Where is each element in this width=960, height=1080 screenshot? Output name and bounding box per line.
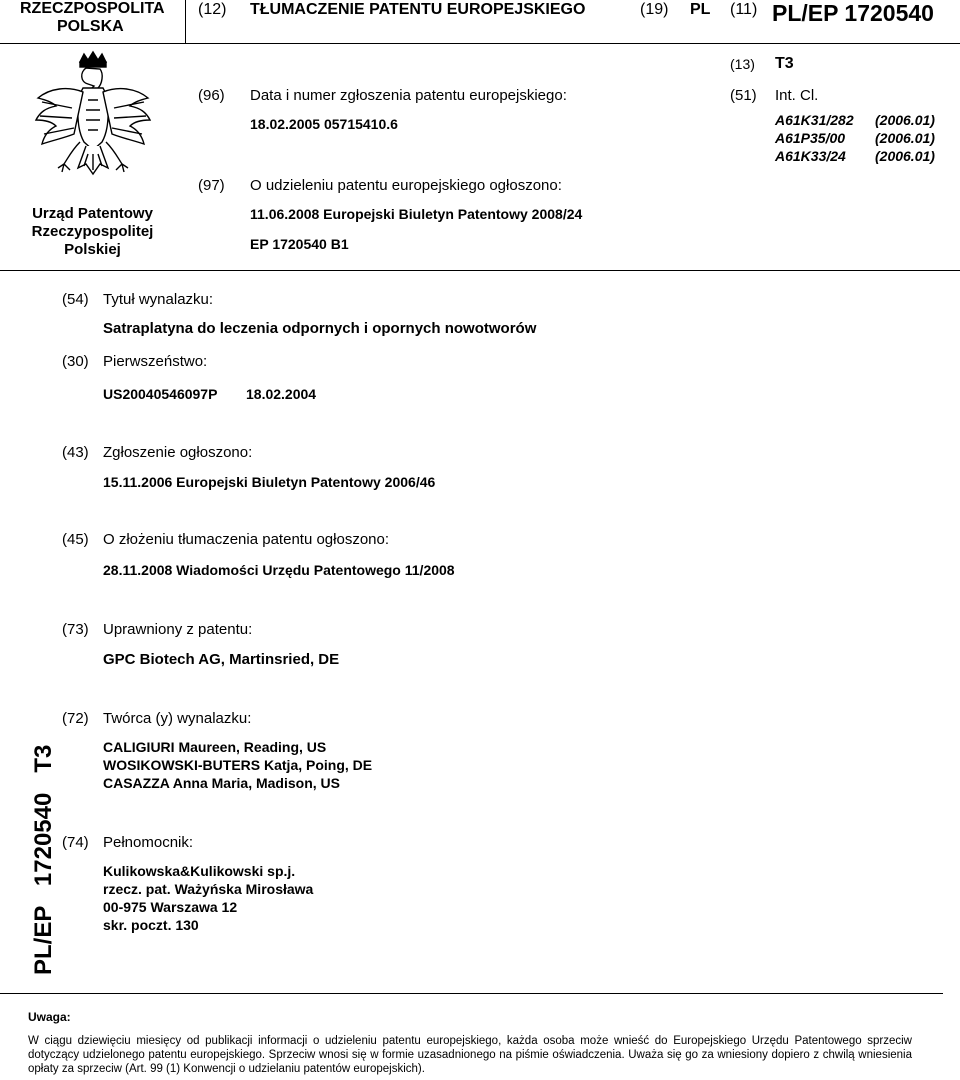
- code-54: (54): [62, 291, 89, 308]
- header-divider-v: [185, 0, 186, 43]
- code-51: (51): [730, 87, 757, 104]
- attorney-line-3: 00-975 Warszawa 12: [103, 899, 238, 915]
- invention-title: Satraplatyna do leczenia odpornych i opornych nowotworów: [103, 320, 537, 337]
- notice-text: W ciągu dziewięciu miesięcy od publikacji informacji o udzieleniu patentu europejskiego, każda osoba może wnieść do Europejskiego Urzędu Patentowego sprzeciw dotyczący udzielonego patentu europejskiego. Sprzeciw wnosi się w formie uzasadnionego na piśmie oświadczenia. Uważa się go za wniesiony dopiero z chwilą wniesienia opłaty za sprzeciw (Art. 99 (1) Konwencji o udzielaniu patentów europejskich).: [28, 1035, 912, 1075]
- attorney-line-4: skr. poczt. 130: [103, 917, 199, 933]
- field-51-label: Int. Cl.: [775, 87, 819, 104]
- field-97-label: O udzieleniu patentu europejskiego ogłoszono:: [250, 177, 562, 194]
- eagle-emblem-icon: [28, 50, 158, 190]
- code-12: (12): [198, 1, 227, 18]
- priority-date: 18.02.2004: [246, 386, 317, 402]
- field-72-label: Twórca (y) wynalazku:: [103, 710, 252, 727]
- field-43-label: Zgłoszenie ogłoszono:: [103, 444, 253, 461]
- inventor-2: WOSIKOWSKI-BUTERS Katja, Poing, DE: [103, 757, 373, 773]
- field-96-value: 18.02.2005 05715410.6: [250, 116, 398, 132]
- country-name-2: POLSKA: [57, 18, 124, 35]
- office-name-line2: Rzeczypospolitej: [31, 223, 154, 240]
- field-45-label: O złożeniu tłumaczenia patentu ogłoszono:: [103, 531, 390, 548]
- field-97-ep: EP 1720540 B1: [250, 236, 349, 252]
- ipc-class-1: A61K31/282: [775, 112, 854, 128]
- code-73: (73): [62, 621, 89, 638]
- country-code: PL: [690, 1, 711, 18]
- inventor-1: CALIGIURI Maureen, Reading, US: [103, 739, 327, 755]
- field-30-label: Pierwszeństwo:: [103, 353, 208, 370]
- field-73-label: Uprawniony z patentu:: [103, 621, 253, 638]
- code-96: (96): [198, 87, 225, 104]
- code-97: (97): [198, 177, 225, 194]
- notice-title: Uwaga:: [28, 1010, 71, 1024]
- kind-code: T3: [775, 55, 794, 72]
- code-11: (11): [730, 1, 758, 18]
- ipc-class-3: A61K33/24: [775, 148, 846, 164]
- office-name-line1: Urząd Patentowy: [32, 205, 153, 222]
- ipc-version-2: (2006.01): [875, 130, 935, 146]
- document-type: TŁUMACZENIE PATENTU EUROPEJSKIEGO: [250, 1, 586, 18]
- attorney-line-1: Kulikowska&Kulikowski sp.j.: [103, 863, 296, 879]
- field-45-value: 28.11.2008 Wiadomości Urzędu Patentowego 11/2008: [103, 562, 455, 578]
- field-97-value: 11.06.2008 Europejski Biuletyn Patentowy 2008/24: [250, 206, 583, 222]
- field-74-label: Pełnomocnik:: [103, 834, 194, 851]
- code-72: (72): [62, 710, 89, 727]
- ipc-class-2: A61P35/00: [775, 130, 846, 146]
- patent-owner: GPC Biotech AG, Martinsried, DE: [103, 651, 340, 668]
- code-30: (30): [62, 353, 89, 370]
- field-43-value: 15.11.2006 Europejski Biuletyn Patentowy 2006/46: [103, 474, 436, 490]
- code-45: (45): [62, 531, 89, 548]
- ipc-version-1: (2006.01): [875, 112, 935, 128]
- office-name-line3: Polskiej: [64, 241, 121, 258]
- side-patent-label: [10, 744, 57, 975]
- ipc-version-3: (2006.01): [875, 148, 935, 164]
- priority-number: US20040546097P: [103, 386, 218, 402]
- code-74: (74): [62, 834, 89, 851]
- inventor-3: CASAZZA Anna Maria, Madison, US: [103, 775, 340, 791]
- code-13: (13): [730, 56, 755, 72]
- side-patent-label-text: PL/EP 1720540 T3: [30, 744, 57, 975]
- country-name: RZECZPOSPOLITA: [20, 0, 165, 17]
- code-19: (19): [640, 1, 669, 18]
- attorney-line-2: rzecz. pat. Ważyńska Mirosława: [103, 881, 314, 897]
- notice-divider: [0, 993, 943, 994]
- top-section-divider: [0, 270, 960, 271]
- field-96-label: Data i numer zgłoszenia patentu europejskiego:: [250, 87, 567, 104]
- code-43: (43): [62, 444, 89, 461]
- header-divider: [0, 43, 960, 44]
- patent-number: PL/EP 1720540: [772, 0, 934, 26]
- field-54-label: Tytuł wynalazku:: [103, 291, 214, 308]
